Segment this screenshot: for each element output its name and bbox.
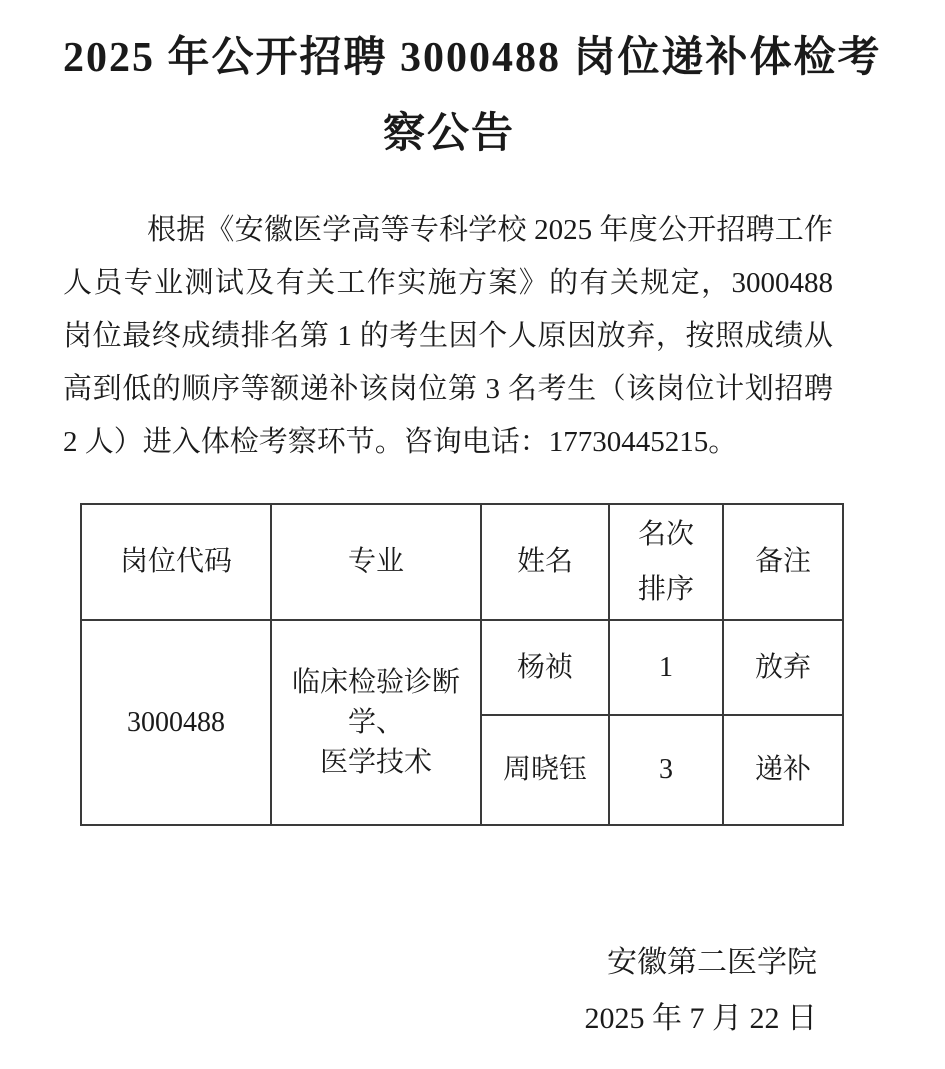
col-header-rank [609, 504, 723, 620]
col-header-post-code: 岗位代码 [81, 504, 271, 620]
col-header-name: 姓名 [481, 504, 609, 620]
body-paragraph: 根据《安徽医学高等专科学校 2025 年度公开招聘工作人员专业测试及有关工作实施方案》的有关规定，3000488 岗位最终成绩排名第 1 的考生因个人原因放弃，按照成绩从高到低的顺序等额递补该岗位第 3 名考生（该岗位计划招聘 2 人）进入体检考察环节。咨询电话：17730445215。 [63, 214, 833, 458]
candidates-table [80, 503, 844, 826]
cell-candidate-remark: 放弃 [723, 620, 843, 715]
cell-candidate-name: 杨祯 [481, 620, 609, 715]
col-header-rank-label: 名次排序 [637, 519, 694, 605]
col-header-major: 专业 [271, 504, 481, 620]
title-line-1: 2025 年公开招聘 3000488 岗位递补体检考 [63, 35, 882, 81]
table-header-row [81, 504, 843, 620]
title-line-2: 察公告 [382, 111, 515, 157]
table-row [81, 620, 843, 715]
cell-post-code: 3000488 [81, 620, 271, 825]
cell-candidate-rank: 3 [609, 715, 723, 825]
document-title [63, 20, 882, 172]
signature-organization: 安徽第二医学院 [607, 946, 817, 979]
cell-candidate-rank: 1 [609, 620, 723, 715]
signature-date: 2025 年 7 月 22 日 [584, 1002, 817, 1035]
cell-major-line-1: 临床检验诊断学、 [291, 666, 460, 738]
col-header-remark: 备注 [723, 504, 843, 620]
cell-major-line-2: 医学技术 [319, 746, 432, 778]
cell-candidate-remark: 递补 [723, 715, 843, 825]
cell-major [271, 620, 481, 825]
cell-candidate-name: 周晓钰 [481, 715, 609, 825]
signature-block [0, 944, 817, 1038]
